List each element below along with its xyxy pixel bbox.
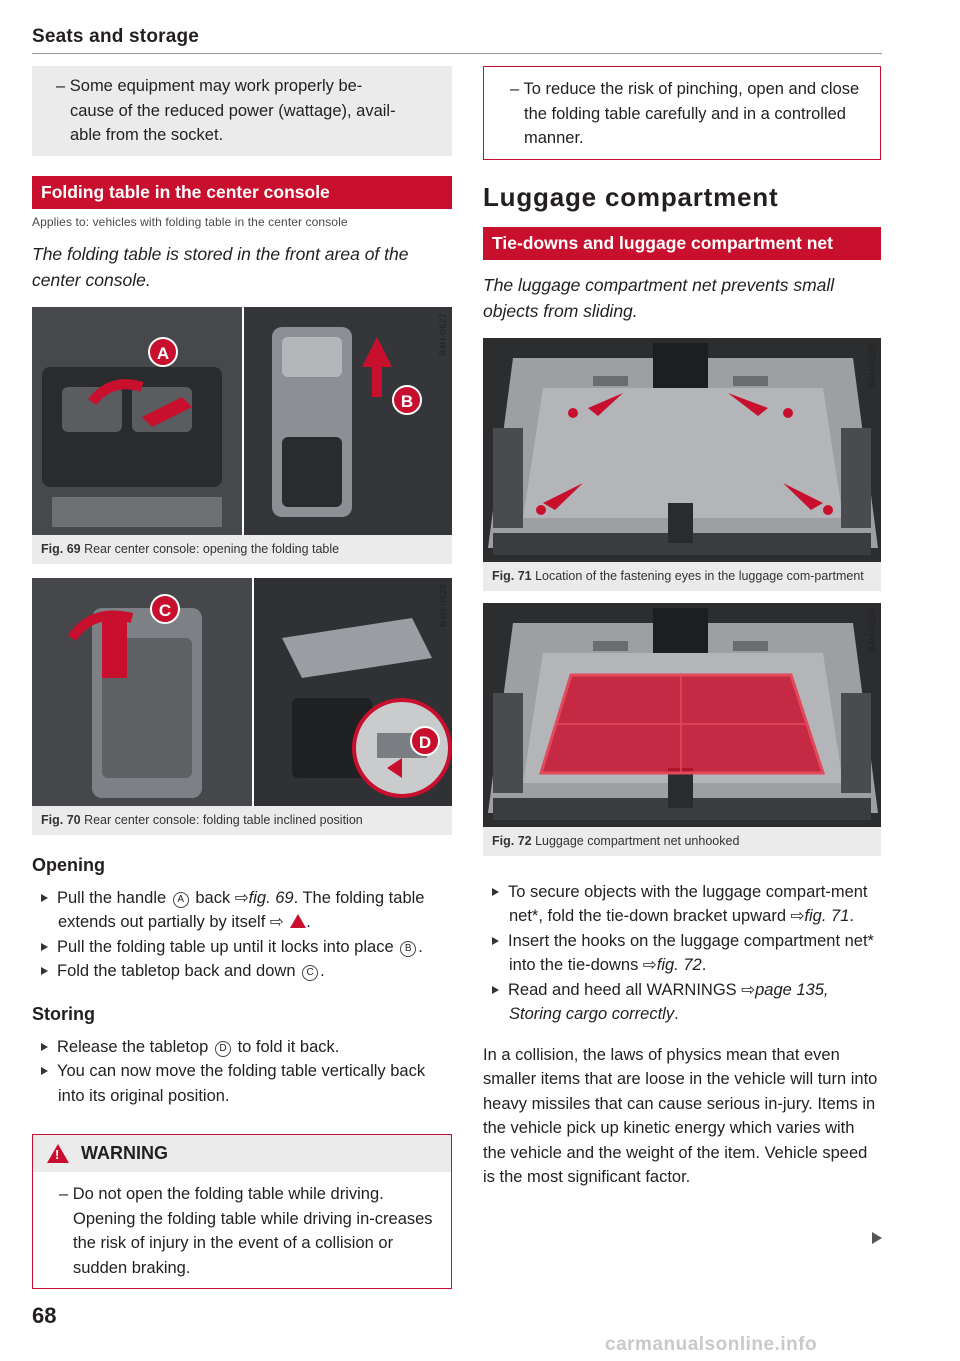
figure-69-number: Fig. 69	[41, 541, 81, 556]
luggage-step-1: To secure objects with the luggage compart-ment net*, fold the tie-down bracket upward ⇨fig. 71.	[483, 880, 881, 929]
figure-72	[483, 603, 881, 856]
section-title-tie-downs: Tie-downs and luggage compartment net	[483, 227, 881, 260]
figure-71-image	[483, 338, 881, 562]
header-rule	[32, 53, 882, 54]
right-column	[483, 66, 881, 1190]
watermark: carmanualsonline.info	[605, 1334, 818, 1355]
section-title-folding-table: Folding table in the center console	[32, 176, 452, 209]
figure-72-image	[483, 603, 881, 827]
figure-72-caption	[483, 827, 881, 856]
figure-69-caption-text: Rear center console: opening the folding table	[84, 541, 340, 556]
figure-70	[32, 578, 452, 835]
luggage-step-3-ref[interactable]: ⇨page 135, Storing cargo correctly	[509, 980, 829, 1023]
figure-69-caption	[32, 535, 452, 564]
opening-step-1: Pull the handle A back ⇨fig. 69. The folding table extends out partially by itself ⇨ ! .	[32, 886, 452, 935]
tie-downs-intro: The luggage compartment net prevents small objects from sliding.	[483, 274, 835, 321]
bullet-arrow-icon	[492, 937, 499, 945]
figure-70-image	[32, 578, 452, 806]
bullet-arrow-icon	[492, 986, 499, 994]
luggage-step-1-ref[interactable]: ⇨fig. 71	[790, 907, 850, 925]
luggage-net-steps	[483, 880, 881, 1027]
pinching-note-text: – To reduce the risk of pinching, open and close the folding table carefully and in a controlled manner.	[510, 80, 860, 147]
bullet-arrow-icon	[492, 888, 499, 896]
figure-71-code: B4H-0335	[867, 343, 877, 387]
callout-c-icon: C	[302, 965, 318, 981]
luggage-step-2: Insert the hooks on the luggage compartment net* into the tie-downs ⇨fig. 72.	[483, 929, 881, 978]
applies-to: Applies to: vehicles with folding table in the center console	[32, 214, 348, 229]
opening-step-2-a: Pull the folding table up until it locks into place	[57, 937, 394, 956]
opening-step-1-a: Pull the handle	[57, 888, 167, 907]
callout-b-icon: B	[400, 941, 416, 957]
opening-heading: Opening	[32, 854, 105, 875]
warning-body	[33, 1172, 451, 1288]
figure-69	[32, 307, 452, 564]
figure-69-label-a: A	[148, 337, 178, 367]
storing-step-1-a: Release the tabletop	[57, 1037, 209, 1056]
callout-a-icon: A	[173, 892, 189, 908]
pinching-note	[483, 66, 881, 160]
figure-71-caption	[483, 562, 881, 591]
warning-header	[33, 1135, 451, 1172]
opening-step-3: Fold the tabletop back and down C .	[32, 959, 452, 984]
opening-step-1-c: . The folding table extends out partially by itself ⇨	[58, 888, 425, 931]
bullet-arrow-icon	[41, 1043, 48, 1051]
bullet-arrow-icon	[41, 943, 48, 951]
figure-69-image	[32, 307, 452, 535]
warning-text: – Do not open the folding table while driving. Opening the folding table while driving in-creases the risk of injury in the event of a collision or sudden braking.	[59, 1185, 433, 1277]
page-number: 68	[32, 1303, 57, 1328]
figure-69-label-b: B	[392, 385, 422, 415]
socket-note	[32, 66, 452, 156]
figure-70-label-d: D	[410, 726, 440, 756]
opening-step-1-b: back	[195, 888, 231, 907]
continue-arrow-icon	[872, 1232, 882, 1244]
figure-72-code: B4H-0336	[867, 608, 877, 652]
luggage-step-1-a: To secure objects with the luggage compart-ment net*, fold the tie-down bracket upward	[508, 882, 868, 925]
warning-triangle-icon	[47, 1144, 69, 1163]
opening-step-3-a: Fold the tabletop back and down	[57, 962, 296, 980]
luggage-step-2-a: Insert the hooks on the luggage compartment net* into the tie-downs	[508, 931, 874, 974]
figure-70-number: Fig. 70	[41, 812, 81, 827]
left-column	[32, 66, 452, 1289]
storing-step-2	[32, 1059, 452, 1108]
bullet-arrow-icon	[41, 967, 48, 975]
figure-70-code: B4H-0628	[438, 583, 448, 627]
collision-paragraph: In a collision, the laws of physics mean that even smaller items that are loose in the vehicle will turn into heavy missiles that can cause serious in-jury. Items in the vehicle pick up kinetic energy which varies with the vehicle and the weight of the item. Vehicle speed is the most significant factor.	[483, 1045, 878, 1186]
figure-71-caption-text: Location of the fastening eyes in the luggage com-partment	[535, 568, 864, 583]
warning-box	[32, 1134, 452, 1289]
luggage-step-3: Read and heed all WARNINGS ⇨page 135, Storing cargo correctly.	[483, 978, 881, 1027]
figure-71	[483, 338, 881, 591]
figure-72-number: Fig. 72	[492, 833, 532, 848]
figure-70-label-c: C	[150, 594, 180, 624]
storing-step-1	[32, 1035, 452, 1060]
figure-70-caption	[32, 806, 452, 835]
storing-step-2-text: You can now move the folding table vertically back into its original position.	[57, 1062, 426, 1105]
folding-table-intro: The folding table is stored in the front area of the center console.	[32, 243, 409, 290]
socket-note-line-1: – Some equipment may work properly be-	[56, 77, 363, 95]
storing-steps	[32, 1035, 452, 1109]
opening-step-2: Pull the folding table up until it locks into place B .	[32, 935, 452, 960]
socket-note-line-2: cause of the reduced power (wattage), avail-	[70, 101, 396, 120]
figure-70-caption-text: Rear center console: folding table inclined position	[84, 812, 363, 827]
opening-step-1-ref[interactable]: ⇨fig. 69	[234, 888, 294, 907]
socket-note-line-3: able from the socket.	[70, 126, 224, 144]
luggage-compartment-heading: Luggage compartment	[483, 181, 779, 212]
storing-heading: Storing	[32, 1003, 95, 1024]
figure-71-number: Fig. 71	[492, 568, 532, 583]
bullet-arrow-icon	[41, 894, 48, 902]
figure-72-caption-text: Luggage compartment net unhooked	[535, 833, 740, 848]
figure-69-code: B4H-0627	[438, 312, 448, 356]
callout-d-icon: D	[215, 1041, 231, 1057]
page-header-title: Seats and storage	[32, 26, 200, 47]
warning-triangle-icon	[290, 914, 306, 928]
luggage-step-2-ref[interactable]: ⇨fig. 72	[642, 956, 702, 974]
luggage-step-3-a: Read and heed all WARNINGS	[508, 980, 737, 999]
bullet-arrow-icon	[41, 1067, 48, 1075]
warning-title: WARNING	[81, 1143, 168, 1163]
opening-steps	[32, 886, 452, 984]
storing-step-1-b: to fold it back.	[237, 1037, 340, 1056]
